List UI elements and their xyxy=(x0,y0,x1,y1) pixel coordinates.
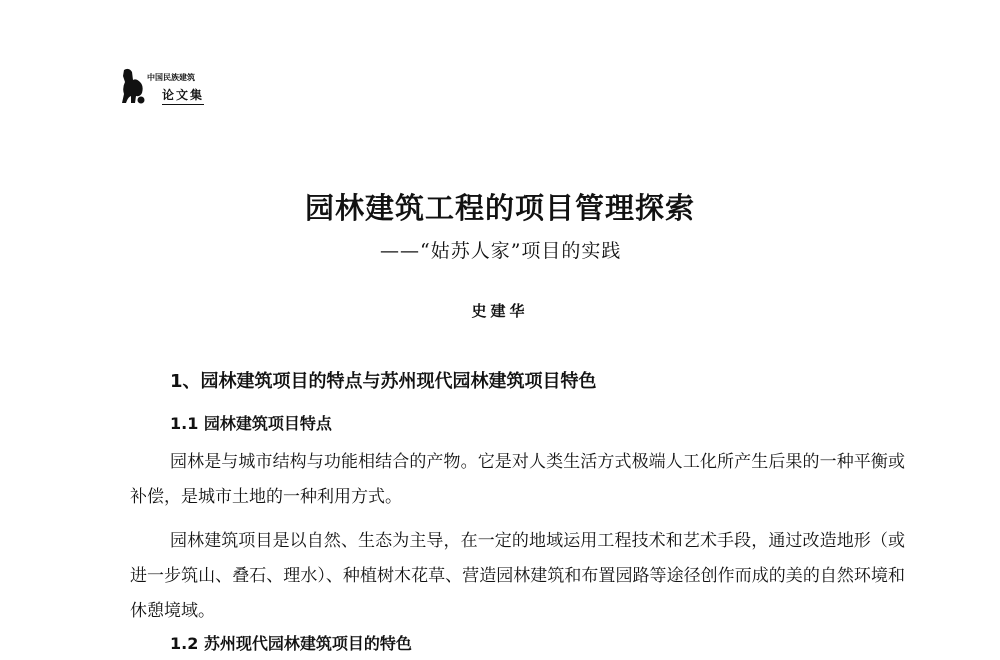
section-heading: 1、园林建筑项目的特点与苏州现代园林建筑项目特色 xyxy=(170,371,597,392)
series-name-small: 中国民族建筑 xyxy=(147,73,195,82)
body-paragraph: 园林建筑项目是以自然、生态为主导，在一定的地域运用工程技术和艺术手段，通过改造地形（或进一步筑山、叠石、理水）、种植树木花草、营造园林建筑和布置园路等途径创作而成的美的自然环境和休憩境域。 xyxy=(130,531,905,621)
article-title: 园林建筑工程的项目管理探索 xyxy=(304,191,695,225)
subsection-heading: 1.2 苏州现代园林建筑项目的特色 xyxy=(170,634,412,653)
subsection-heading: 1.1 园林建筑项目特点 xyxy=(170,414,332,433)
series-logo xyxy=(120,66,220,106)
body-paragraph: 园林是与城市结构与功能相结合的产物。它是对人类生活方式极端人工化所产生后果的一种平衡或补偿，是城市土地的一种利用方式。 xyxy=(130,452,905,507)
horse-emblem-icon xyxy=(120,66,146,106)
series-name-main: 论文集 xyxy=(162,86,204,105)
article-subtitle: ——“姑苏人家”项目的实践 xyxy=(380,240,622,262)
article-author: 史建华 xyxy=(471,302,529,320)
